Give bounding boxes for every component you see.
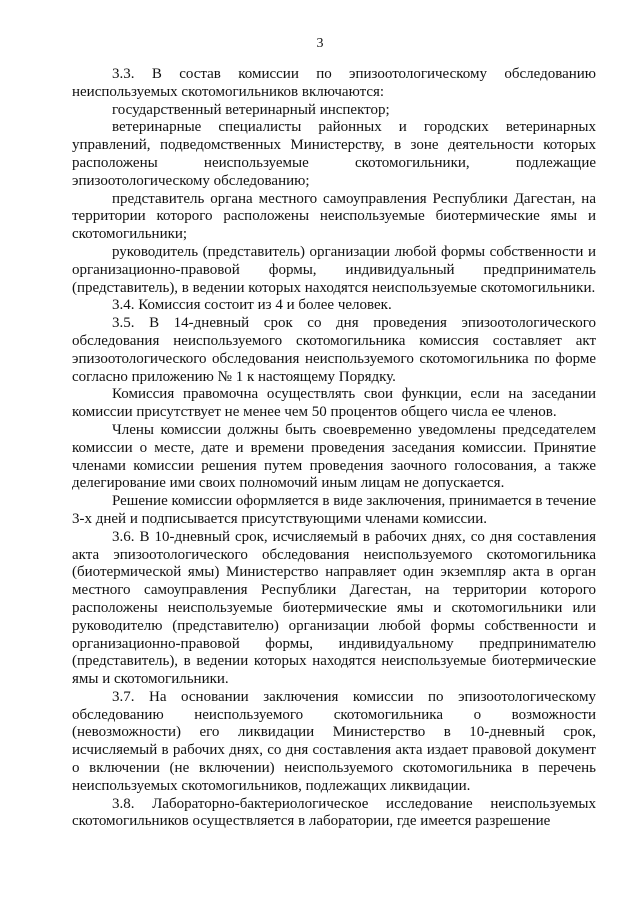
paragraph-state-inspector: государственный ветеринарный инспектор;: [112, 101, 390, 118]
paragraph-local-government-rep: представитель органа местного самоуправления Республики Дагестан, на территории которого расположены неиспользуемые биотермические ямы и скотомогильники;: [72, 190, 596, 243]
paragraph-notification: Члены комиссии должны быть своевременно уведомлены председателем комиссии о месте, дате и времени проведения заседания комиссии. Принятие членами комиссии решения путем проведения заочного голосования, а также делегирование ими своих полномочий иным лицам не допускается.: [72, 421, 596, 492]
page-number: 3: [316, 36, 324, 51]
paragraph-3-7: 3.7. На основании заключения комиссии по эпизоотологическому обследованию неиспользуемого скотомогильника о возможности (невозможности) его ликвидации Министерство в 10-дневный срок, исчисляемый в рабочих днях, со дня составления акта издает правовой документ о включении (не включении) неиспользуемого скотомогильника в перечень неиспользуемых скотомогильников, подлежащих ликвидации.: [72, 688, 596, 794]
paragraph-decision: Решение комиссии оформляется в виде заключения, принимается в течение 3-х дней и подписывается присутствующими членами комиссии.: [72, 493, 596, 527]
paragraph-3-3: 3.3. В состав комиссии по эпизоотологическому обследованию неиспользуемых скотомогильников включаются:: [72, 66, 596, 100]
document-body: [72, 66, 596, 831]
paragraph-quorum: Комиссия правомочна осуществлять свои функции, если на заседании комиссии присутствует не менее чем 50 процентов общего числа ее членов.: [72, 386, 596, 421]
paragraph-vet-specialists: ветеринарные специалисты районных и городских ветеринарных управлений, подведомственных Министерству, в зоне деятельности которых расположены неиспользуемые скотомогильники, подлежащие эпизоотологическому обследованию;: [72, 119, 596, 189]
paragraph-3-8: 3.8. Лабораторно-бактериологическое исследование неиспользуемых скотомогильников осуществляется в лаборатории, где имеется разрешение: [72, 795, 596, 830]
paragraph-organization-head: руководитель (представитель) организации любой формы собственности и организационно-правовой формы, индивидуальный предприниматель (представитель), в ведении которых находятся неиспользуемые скотомогильники.: [72, 243, 596, 296]
paragraph-3-4: 3.4. Комиссия состоит из 4 и более человек.: [112, 297, 392, 314]
paragraph-3-5: 3.5. В 14-дневный срок со дня проведения эпизоотологического обследования неиспользуемого скотомогильника комиссия составляет акт эпизоотологического обследования неиспользуемого скотомогильника по форме согласно приложению № 1 к настоящему Порядку.: [72, 315, 596, 385]
paragraph-3-6: 3.6. В 10-дневный срок, исчисляемый в рабочих днях, со дня составления акта эпизоотологического обследования неиспользуемого скотомогильника (биотермической ямы) Министерство направляет один экземпляр акта в орган местного самоуправления Республики Дагестан, на территории которого расположены неиспользуемые биотермические ямы и скотомогильники или руководителю (представителю) организации любой формы собственности и организационно-правовой формы, индивидуальному предпринимателю (представитель), в ведении которых находятся неиспользуемые биотермические ямы и скотомогильники.: [72, 528, 596, 688]
